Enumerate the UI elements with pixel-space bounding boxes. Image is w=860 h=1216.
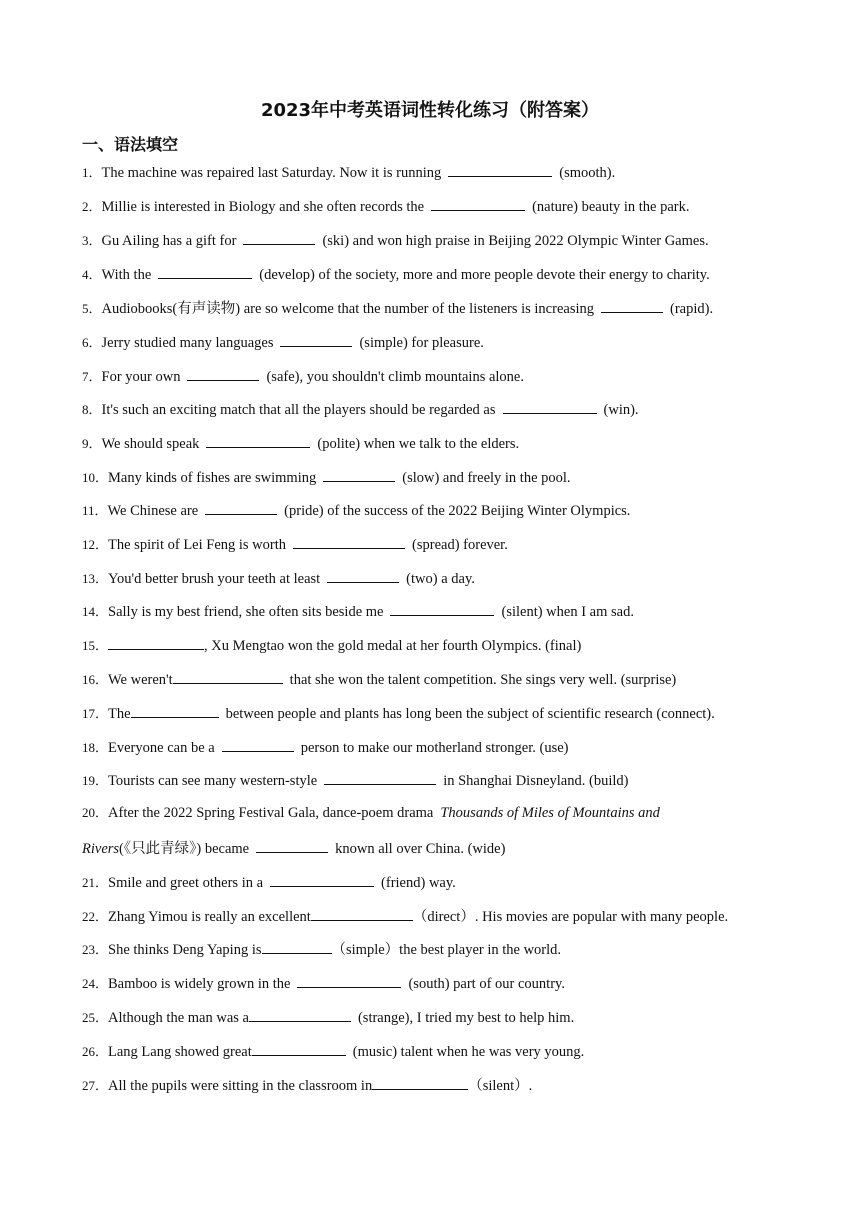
answer-blank[interactable]	[311, 906, 413, 921]
question-item: 18．Everyone can be a person to make our motherland stronger. (use)	[82, 737, 568, 757]
question-item: 8．It's such an exciting match that all the players should be regarded as (win).	[82, 399, 639, 419]
answer-blank[interactable]	[280, 332, 352, 347]
question-item: 24．Bamboo is widely grown in the (south) part of our country.	[82, 973, 565, 993]
answer-blank[interactable]	[262, 939, 332, 954]
answer-blank[interactable]	[601, 298, 663, 313]
question-item: 10．Many kinds of fishes are swimming (slow) and freely in the pool.	[82, 467, 571, 487]
answer-blank[interactable]	[187, 366, 259, 381]
work-title: Thousands of Miles of Mountains and	[440, 805, 660, 821]
question-item: 26．Lang Lang showed great (music) talent when he was very young.	[82, 1041, 584, 1061]
section-heading: 一、语法填空	[82, 135, 179, 154]
question-item: 9．We should speak (polite) when we talk to the elders.	[82, 433, 519, 453]
question-item: 1．The machine was repaired last Saturday. Now it is running (smooth).	[82, 162, 615, 182]
answer-blank[interactable]	[293, 534, 405, 549]
answer-blank[interactable]	[108, 635, 204, 650]
answer-blank[interactable]	[372, 1075, 468, 1090]
question-item: 19．Tourists can see many western-style in Shanghai Disneyland. (build)	[82, 770, 628, 790]
answer-blank[interactable]	[206, 433, 310, 448]
answer-blank[interactable]	[222, 737, 294, 752]
question-item: 21．Smile and greet others in a (friend) way.	[82, 872, 456, 892]
answer-blank[interactable]	[131, 703, 219, 718]
answer-blank[interactable]	[249, 1007, 351, 1022]
answer-blank[interactable]	[503, 399, 597, 414]
document-title: 2023年中考英语词性转化练习（附答案）	[260, 100, 600, 121]
answer-blank[interactable]	[390, 601, 494, 616]
answer-blank[interactable]	[243, 230, 315, 245]
question-item: 22．Zhang Yimou is really an excellent （direct）. His movies are popular with many people.	[82, 906, 728, 926]
answer-blank[interactable]	[323, 467, 395, 482]
question-item: 15． , Xu Mengtao won the gold medal at her fourth Olympics. (final)	[82, 635, 581, 655]
question-item: 2．Millie is interested in Biology and she often records the (nature) beauty in the park.	[82, 196, 690, 216]
question-item: 5．Audiobooks(有声读物) are so welcome that the number of the listeners is increasing (rapid).	[82, 298, 713, 318]
question-item: 23．She thinks Deng Yaping is （simple）the best player in the world.	[82, 939, 561, 959]
question-item: 16．We weren't that she won the talent competition. She sings very well. (surprise)	[82, 669, 676, 689]
answer-blank[interactable]	[158, 264, 252, 279]
question-item: 17．The between people and plants has long been the subject of scientific research (connect).	[82, 703, 715, 723]
answer-blank[interactable]	[270, 872, 374, 887]
question-item-continued: Rivers(《只此青绿》) became known all over China. (wide)	[82, 838, 505, 858]
question-item: 20．After the 2022 Spring Festival Gala, dance-poem drama Thousands of Miles of Mountains and	[82, 805, 660, 821]
question-item: 27．All the pupils were sitting in the classroom in （silent）.	[82, 1075, 532, 1095]
question-item: 25．Although the man was a (strange), I tried my best to help him.	[82, 1007, 574, 1027]
question-item: 7．For your own (safe), you shouldn't climb mountains alone.	[82, 366, 524, 386]
answer-blank[interactable]	[324, 770, 436, 785]
answer-blank[interactable]	[205, 500, 277, 515]
answer-blank[interactable]	[256, 838, 328, 853]
answer-blank[interactable]	[297, 973, 401, 988]
question-item: 11．We Chinese are (pride) of the success of the 2022 Beijing Winter Olympics.	[82, 500, 630, 520]
answer-blank[interactable]	[448, 162, 552, 177]
question-item: 12．The spirit of Lei Feng is worth (spread) forever.	[82, 534, 508, 554]
question-item: 13．You'd better brush your teeth at least (two) a day.	[82, 568, 475, 588]
question-item: 6．Jerry studied many languages (simple) for pleasure.	[82, 332, 484, 352]
question-item: 14．Sally is my best friend, she often sits beside me (silent) when I am sad.	[82, 601, 634, 621]
work-title: Rivers	[82, 841, 120, 857]
question-item: 4．With the (develop) of the society, more and more people devote their energy to charity.	[82, 264, 710, 284]
answer-blank[interactable]	[327, 568, 399, 583]
question-item: 3．Gu Ailing has a gift for (ski) and won high praise in Beijing 2022 Olympic Winter Games.	[82, 230, 709, 250]
answer-blank[interactable]	[431, 196, 525, 211]
answer-blank[interactable]	[173, 669, 283, 684]
answer-blank[interactable]	[252, 1041, 346, 1056]
